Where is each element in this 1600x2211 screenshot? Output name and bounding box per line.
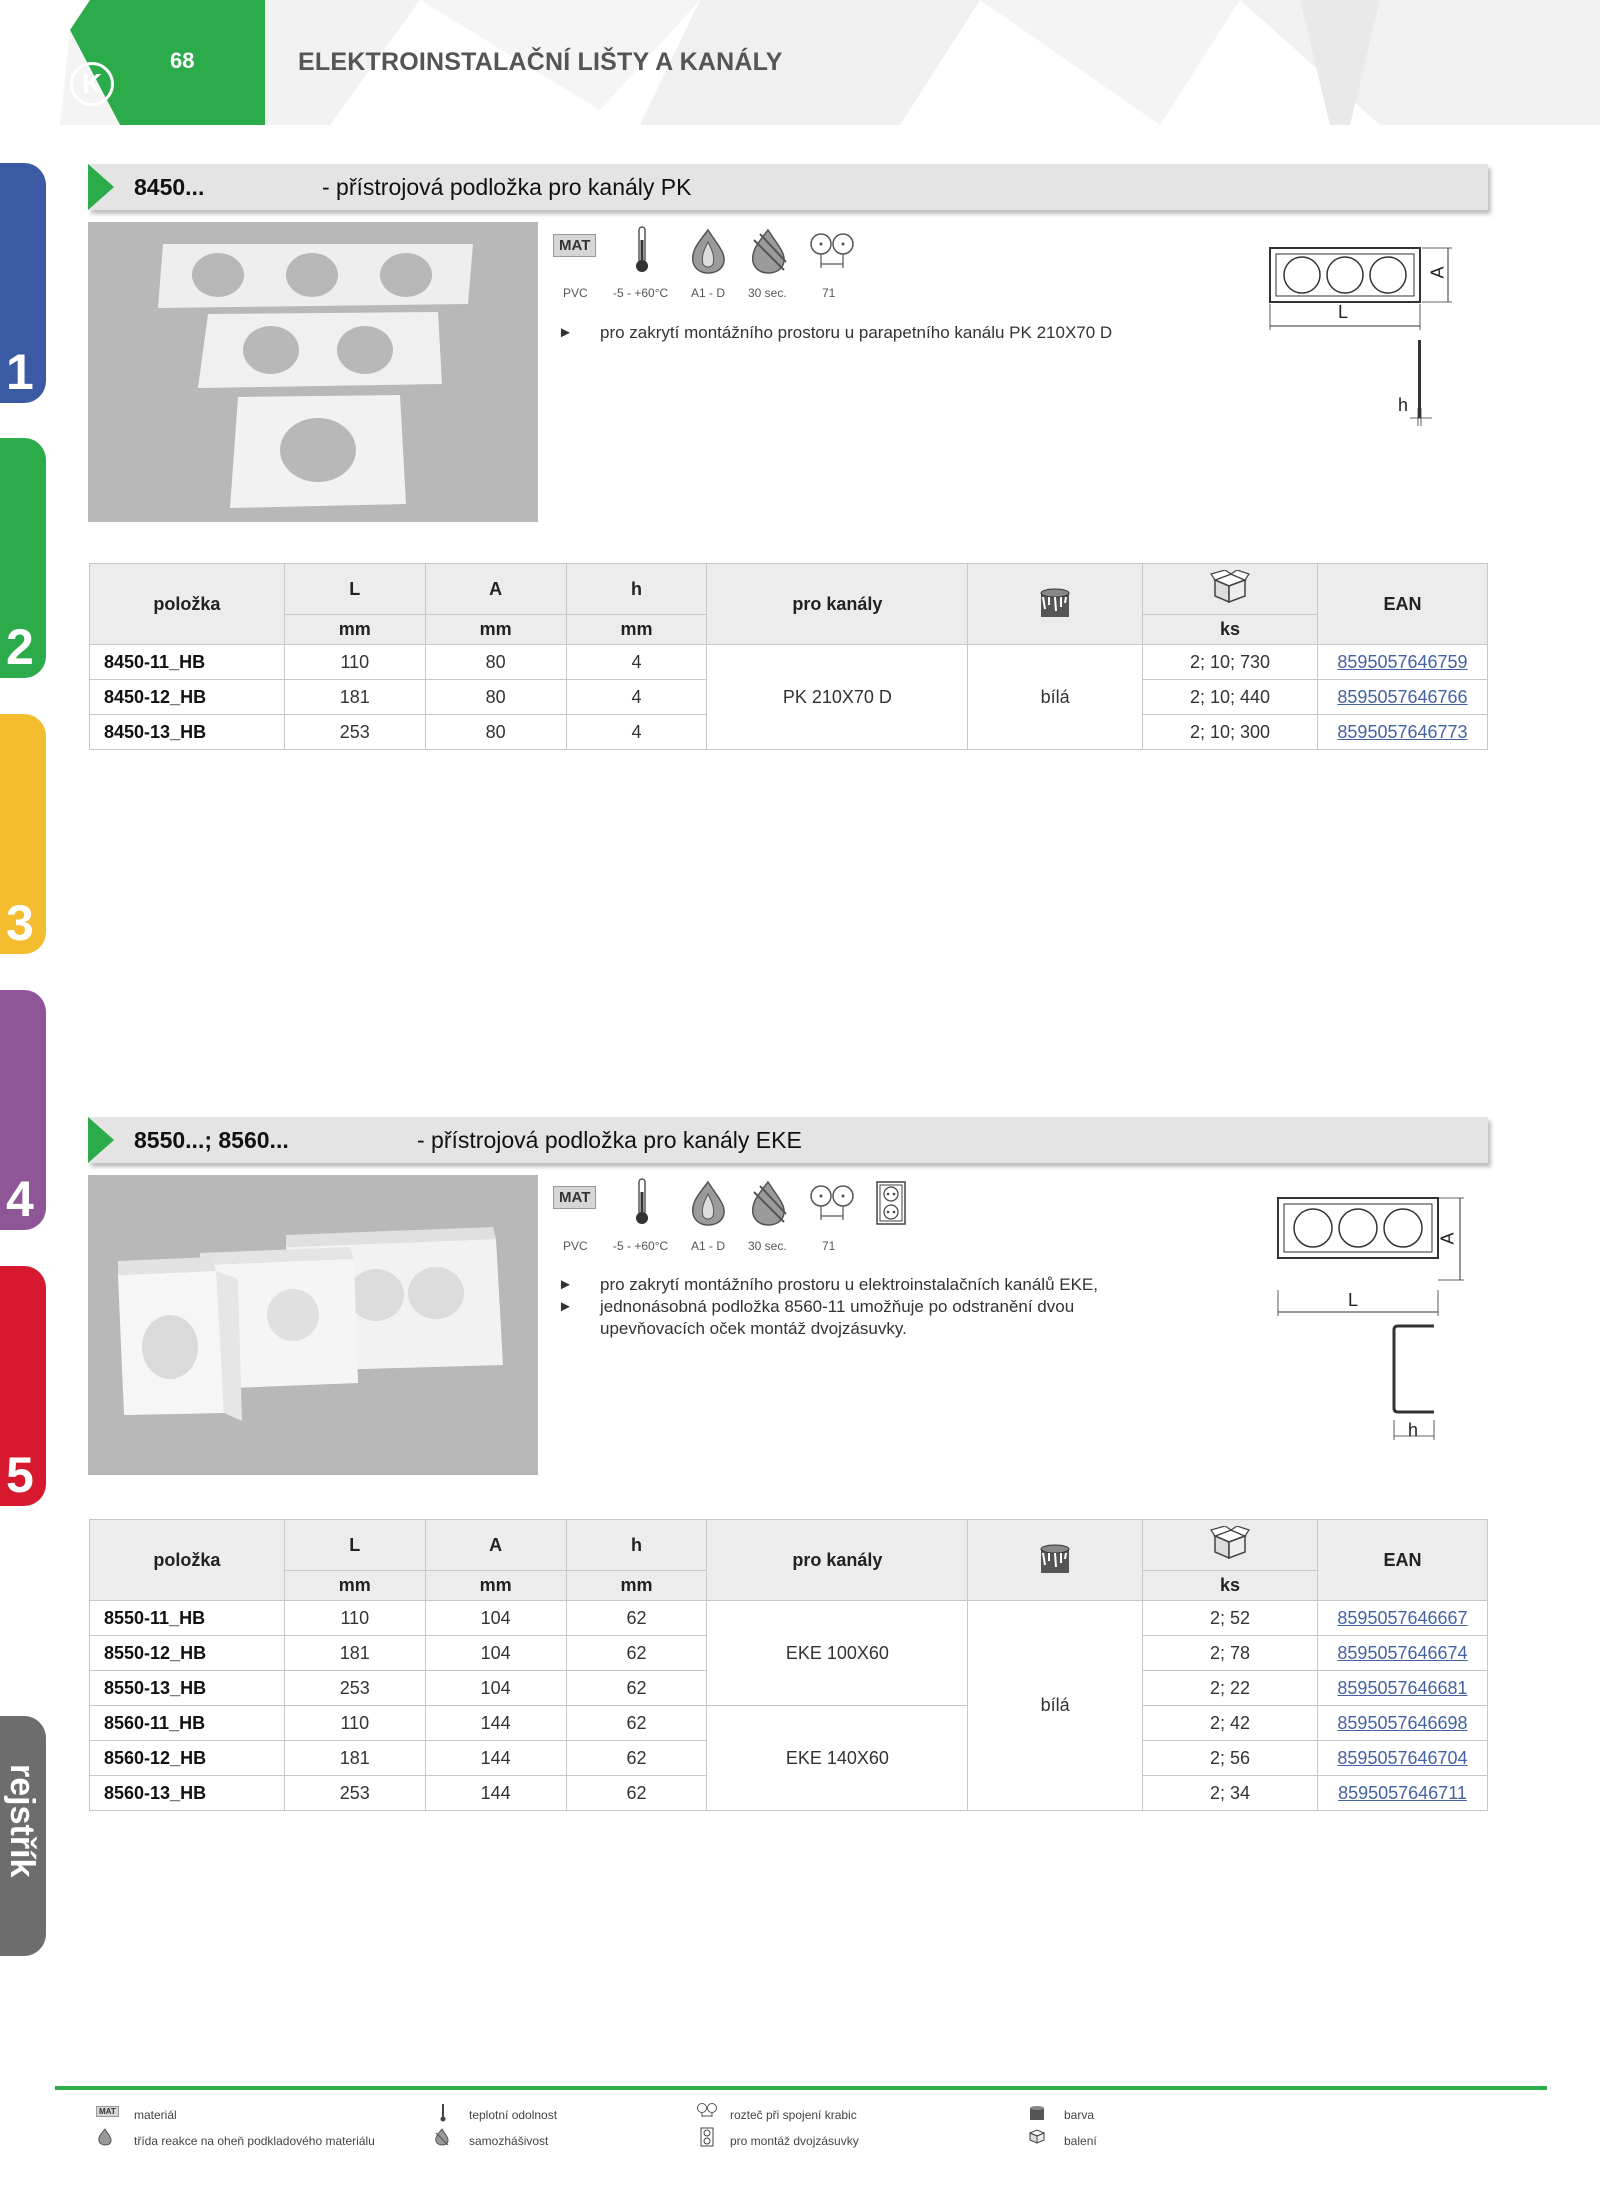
self-extinguishing-value: 30 sec. (748, 1239, 787, 1253)
item-code: 8550-12_HB (90, 1636, 285, 1671)
packaging-value: 2; 22 (1143, 1671, 1318, 1706)
fire-class-value: A1 - D (691, 286, 726, 300)
logo: K (70, 62, 114, 106)
length-value: 253 (284, 715, 425, 750)
feature-list (558, 322, 1198, 344)
material-value: PVC (563, 1239, 588, 1253)
height-value: 4 (566, 645, 707, 680)
legend-double-socket: pro montáž dvojzásuvky (730, 2134, 859, 2148)
feature-list (558, 1274, 1158, 1340)
product-code: 8550...; 8560... (134, 1127, 289, 1153)
unit-mm: mm (566, 1571, 707, 1601)
length-value: 253 (284, 1776, 425, 1811)
footer-divider (55, 2086, 1547, 2090)
packaging-value: 2; 78 (1143, 1636, 1318, 1671)
legend-flame-icon (97, 2128, 113, 2146)
section-header-8450 (88, 164, 1488, 210)
legend-thermometer-icon (440, 2104, 446, 2122)
section-arrow-icon (88, 164, 114, 210)
height-value: 62 (566, 1671, 707, 1706)
legend-spacing-icon (696, 2102, 718, 2118)
ean-link[interactable]: 8595057646759 (1337, 651, 1468, 672)
channel-value: EKE 100X60 (707, 1601, 968, 1706)
dimension-label-h: h (1408, 1420, 1419, 1440)
chapter-tab-4[interactable] (0, 990, 46, 1230)
height-value: 62 (566, 1776, 707, 1811)
col-header-a: A (425, 1520, 566, 1571)
table-row (90, 1706, 1488, 1741)
product-description: - přístrojová podložka pro kanály EKE (417, 1127, 802, 1153)
legend-packaging: balení (1064, 2134, 1097, 2148)
packaging-value: 2; 10; 300 (1143, 715, 1318, 750)
col-header-item: položka (90, 564, 285, 645)
legend-double-socket-icon (700, 2127, 714, 2147)
dimension-label-h: h (1398, 395, 1409, 415)
height-value: 4 (566, 715, 707, 750)
col-header-ean: EAN (1317, 1520, 1487, 1601)
dimension-label-l: L (1338, 302, 1349, 322)
flame-icon (687, 1180, 729, 1226)
section-arrow-icon (88, 1117, 114, 1163)
dimension-label-a: A (1427, 266, 1448, 279)
product-photo (88, 222, 538, 522)
col-header-item: položka (90, 1520, 285, 1601)
chapter-tab-1[interactable] (0, 163, 46, 403)
page-number: 68 (170, 48, 195, 73)
box-spacing-icon (807, 1184, 857, 1224)
unit-ks: ks (1143, 1571, 1318, 1601)
height-value: 62 (566, 1636, 707, 1671)
color-column-icon (968, 1520, 1143, 1601)
length-value: 253 (284, 1671, 425, 1706)
item-code: 8560-13_HB (90, 1776, 285, 1811)
chapter-tab-label: 3 (6, 895, 34, 951)
product-photo (88, 1175, 538, 1475)
color-value: bílá (968, 645, 1143, 750)
item-code: 8450-13_HB (90, 715, 285, 750)
legend-self-extinguishing: samozhášivost (469, 2134, 549, 2148)
dimension-diagram (1270, 1190, 1470, 1450)
thermometer-icon (635, 226, 649, 274)
product-code: 8450... (134, 174, 205, 200)
chapter-tab-5[interactable] (0, 1266, 46, 1506)
packaging-value: 2; 42 (1143, 1706, 1318, 1741)
material-icon: MAT (553, 1186, 596, 1209)
ean-link[interactable]: 8595057646667 (1337, 1607, 1468, 1628)
icon-row (553, 1178, 913, 1238)
double-socket-icon (875, 1180, 907, 1226)
unit-mm: mm (284, 1571, 425, 1601)
spacing-value: 71 (822, 286, 836, 300)
height-value: 4 (566, 680, 707, 715)
col-header-channels: pro kanály (707, 1520, 968, 1601)
legend-material: materiál (134, 2108, 177, 2122)
width-value: 104 (425, 1636, 566, 1671)
dimension-label-l: L (1348, 1290, 1359, 1310)
ean-cell (1317, 1776, 1487, 1811)
temperature-value: -5 - +60°C (613, 1239, 669, 1253)
legend-color-icon (1027, 2104, 1047, 2120)
fire-class-value: A1 - D (691, 1239, 726, 1253)
height-value: 62 (566, 1706, 707, 1741)
col-header-channels: pro kanály (707, 564, 968, 645)
legend-temperature: teplotní odolnost (469, 2108, 558, 2122)
legend-material-icon: MAT (96, 2106, 119, 2117)
table-row (90, 645, 1488, 680)
ean-cell (1317, 1601, 1487, 1636)
material-icon: MAT (553, 234, 596, 257)
self-extinguishing-icon (746, 1180, 790, 1226)
self-extinguishing-icon (746, 228, 790, 274)
feature-item: ► jednonásobná podložka 8560-11 umožňuje po odstranění dvou upevňovacích oček montáž dvojzásuvky. (558, 1297, 1075, 1338)
product-description: - přístrojová podložka pro kanály PK (322, 174, 692, 200)
chapter-tab-3[interactable] (0, 714, 46, 954)
thermometer-icon (635, 1178, 649, 1226)
channel-value: PK 210X70 D (707, 645, 968, 750)
unit-mm: mm (566, 615, 707, 645)
packaging-value: 2; 10; 440 (1143, 680, 1318, 715)
item-code: 8560-12_HB (90, 1741, 285, 1776)
packaging-value: 2; 34 (1143, 1776, 1318, 1811)
packaging-value: 2; 10; 730 (1143, 645, 1318, 680)
chapter-tab-label: 4 (6, 1171, 34, 1227)
item-code: 8550-11_HB (90, 1601, 285, 1636)
ean-link[interactable]: 8595057646704 (1337, 1747, 1468, 1768)
ean-link[interactable]: 8595057646711 (1338, 1782, 1467, 1803)
unit-mm: mm (284, 615, 425, 645)
packaging-column-icon (1143, 564, 1318, 615)
self-extinguishing-value: 30 sec. (748, 286, 787, 300)
width-value: 80 (425, 680, 566, 715)
chapter-tab-2[interactable] (0, 438, 46, 678)
table-row (90, 1601, 1488, 1636)
spec-table (89, 563, 1488, 750)
unit-mm: mm (425, 615, 566, 645)
length-value: 181 (284, 680, 425, 715)
col-header-l: L (284, 1520, 425, 1571)
legend-self-extinguishing-icon (433, 2128, 451, 2146)
color-value: bílá (968, 1601, 1143, 1811)
item-code: 8450-11_HB (90, 645, 285, 680)
ean-link[interactable]: 8595057646681 (1337, 1677, 1468, 1698)
legend-color: barva (1064, 2108, 1095, 2122)
ean-cell (1317, 715, 1487, 750)
packaging-column-icon (1143, 1520, 1318, 1571)
width-value: 80 (425, 715, 566, 750)
legend-packaging-icon (1027, 2128, 1047, 2144)
chapter-tab-label: 1 (6, 344, 34, 400)
legend-spacing: rozteč při spojení krabic (730, 2108, 857, 2122)
ean-cell (1317, 1706, 1487, 1741)
ean-link[interactable]: 8595057646766 (1337, 686, 1468, 707)
length-value: 110 (284, 1601, 425, 1636)
icon-row (553, 226, 863, 286)
ean-cell (1317, 1741, 1487, 1776)
width-value: 144 (425, 1776, 566, 1811)
packaging-value: 2; 56 (1143, 1741, 1318, 1776)
col-header-h: h (566, 564, 707, 615)
index-tab-label: rejstřík (3, 1764, 41, 1878)
legend-fire-class: třída reakce na oheň podkladového materiálu (134, 2134, 375, 2148)
width-value: 104 (425, 1671, 566, 1706)
item-code: 8550-13_HB (90, 1671, 285, 1706)
width-value: 144 (425, 1741, 566, 1776)
chapter-tab-label: 2 (6, 619, 34, 675)
index-tab[interactable] (0, 1716, 46, 1956)
page-title: ELEKTROINSTALAČNÍ LIŠTY A KANÁLY (298, 48, 783, 76)
col-header-a: A (425, 564, 566, 615)
length-value: 181 (284, 1636, 425, 1671)
temperature-value: -5 - +60°C (613, 286, 669, 300)
ean-link[interactable]: 8595057646698 (1337, 1712, 1468, 1733)
width-value: 144 (425, 1706, 566, 1741)
ean-cell (1317, 645, 1487, 680)
item-code: 8450-12_HB (90, 680, 285, 715)
ean-link[interactable]: 8595057646674 (1337, 1642, 1468, 1663)
unit-mm: mm (425, 1571, 566, 1601)
height-value: 62 (566, 1741, 707, 1776)
feature-item: ► pro zakrytí montážního prostoru u elektroinstalačních kanálů EKE, (558, 1275, 1098, 1294)
box-spacing-icon (807, 232, 857, 272)
chapter-tab-label: 5 (6, 1447, 34, 1503)
dimension-label-a: A (1437, 1232, 1458, 1245)
item-code: 8560-11_HB (90, 1706, 285, 1741)
spacing-value: 71 (822, 1239, 836, 1253)
material-value: PVC (563, 286, 588, 300)
feature-item: ► pro zakrytí montážního prostoru u parapetního kanálu PK 210X70 D (558, 323, 1113, 342)
length-value: 110 (284, 645, 425, 680)
col-header-l: L (284, 564, 425, 615)
ean-link[interactable]: 8595057646773 (1337, 721, 1468, 742)
flame-icon (687, 228, 729, 274)
width-value: 104 (425, 1601, 566, 1636)
unit-ks: ks (1143, 615, 1318, 645)
spec-table (89, 1519, 1488, 1811)
ean-cell (1317, 1671, 1487, 1706)
header-background (0, 0, 1600, 125)
color-column-icon (968, 564, 1143, 645)
width-value: 80 (425, 645, 566, 680)
packaging-value: 2; 52 (1143, 1601, 1318, 1636)
height-value: 62 (566, 1601, 707, 1636)
col-header-h: h (566, 1520, 707, 1571)
ean-cell (1317, 680, 1487, 715)
length-value: 181 (284, 1741, 425, 1776)
ean-cell (1317, 1636, 1487, 1671)
col-header-ean: EAN (1317, 564, 1487, 645)
channel-value: EKE 140X60 (707, 1706, 968, 1811)
length-value: 110 (284, 1706, 425, 1741)
